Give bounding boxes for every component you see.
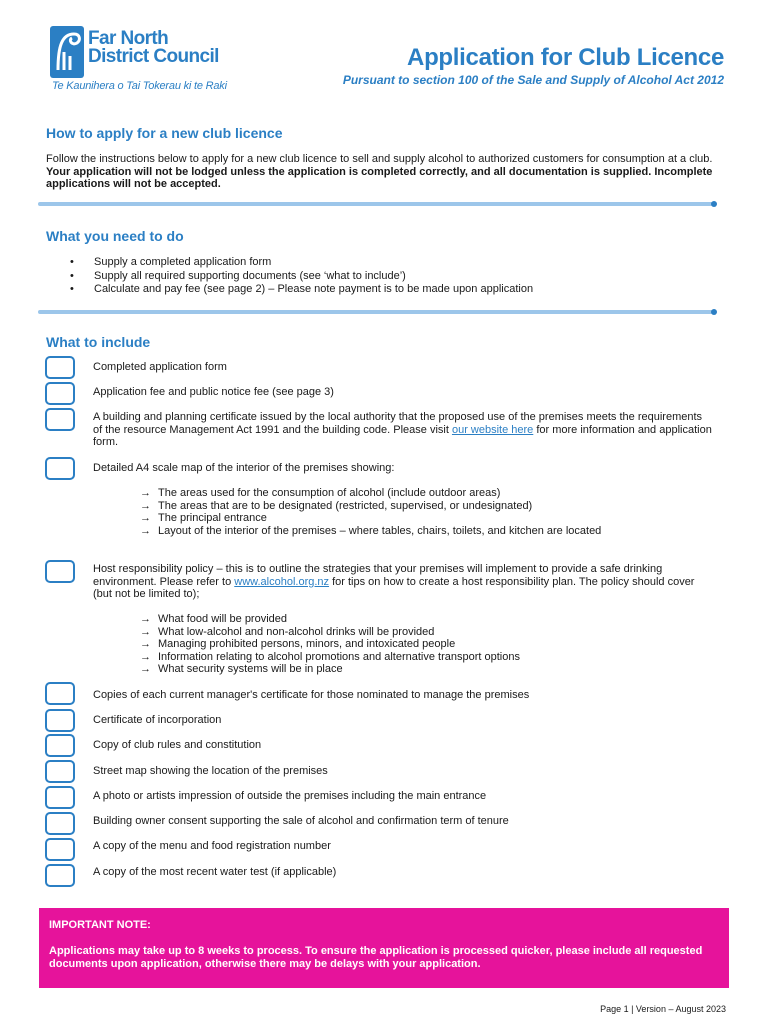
checkbox-menu[interactable] [45, 838, 75, 861]
list-item: → Information relating to alcohol promotions and alternative transport options [140, 650, 520, 663]
council-name [88, 30, 219, 66]
include-item-incorporation: Certificate of incorporation [93, 714, 222, 726]
include-item-manager-certificates: Copies of each current manager's certificate for those nominated to manage the premises [93, 689, 530, 701]
council-name-line1: Far North [88, 28, 169, 49]
alcohol-website-link[interactable]: www.alcohol.org.nz [234, 575, 330, 588]
include-item-owner-consent: Building owner consent supporting the sale of alcohol and confirmation term of tenure [93, 815, 509, 827]
what-to-include-heading: What to include [46, 334, 151, 350]
checkbox-exterior-photo[interactable] [45, 786, 75, 809]
what-you-need-list [70, 256, 533, 297]
list-item: → The areas that are to be designated (restricted, supervised, or undesignated) [140, 499, 533, 512]
list-item: • Calculate and pay fee (see page 2) – Please note payment is to be made upon application [70, 283, 533, 297]
checkbox-interior-map[interactable] [45, 457, 75, 480]
list-item: → What security systems will be in place [140, 663, 343, 675]
map-points-list [140, 487, 700, 537]
website-link[interactable]: our website here [451, 423, 534, 436]
council-logo-icon [50, 26, 84, 78]
checkbox-incorporation[interactable] [45, 709, 75, 732]
include-item-host-policy: Host responsibility policy – this is to outline the strategies that your premises will implement to provide a safe drinking environment. Please refer to www.alcohol.org.nz for tips on how to create a host responsibility plan. The policy should cover (but not be limited to); [93, 563, 695, 600]
important-note-heading: IMPORTANT NOTE: [49, 919, 151, 931]
page-footer: Page 1 | Version – August 2023 [600, 1004, 726, 1014]
include-item-menu: A copy of the menu and food registration number [93, 840, 331, 852]
list-item: → Layout of the interior of the premises – where tables, chairs, toilets, and kitchen are located [140, 524, 602, 537]
council-tagline: Te Kaunihera o Tai Tokerau ki te Raki [52, 80, 227, 92]
checkbox-building-certificate[interactable] [45, 408, 75, 431]
checkbox-street-map[interactable] [45, 760, 75, 783]
list-item: • Supply all required supporting documents (see ‘what to include’) [70, 270, 533, 284]
host-points-list [140, 613, 700, 676]
checkbox-club-rules[interactable] [45, 734, 75, 757]
include-item-water-test: A copy of the most recent water test (if applicable) [93, 866, 337, 878]
list-item: → The areas used for the consumption of alcohol (include outdoor areas) [140, 487, 501, 499]
include-item-form: Completed application form [93, 361, 227, 373]
checkbox-application-fee[interactable] [45, 382, 75, 405]
checkbox-owner-consent[interactable] [45, 812, 75, 835]
include-item-club-rules: Copy of club rules and constitution [93, 739, 262, 751]
include-item-certificate: A building and planning certificate issued by the local authority that the proposed use of the premises meets the requirements of the resource Management Act 1991 and the building code. Please visit our website here for more information and application form. [93, 411, 712, 448]
how-to-apply-text [46, 153, 724, 191]
how-to-apply-heading: How to apply for a new club licence [46, 125, 283, 141]
page-title: Application for Club Licence [407, 44, 724, 71]
section-divider [38, 309, 718, 315]
list-item: • Supply a completed application form [70, 256, 533, 270]
checkbox-manager-certificates[interactable] [45, 682, 75, 705]
important-note-text: Applications may take up to 8 weeks to process. To ensure the application is processed quicker, please include all requested documents upon application, otherwise there may be delays with your application. [49, 944, 703, 970]
list-item: → What food will be provided [140, 613, 288, 625]
list-item: → What low-alcohol and non-alcohol drinks will be provided [140, 625, 435, 638]
how-to-apply-text-normal: Follow the instructions below to apply for a new club licence to sell and supply alcohol to authorized customers for consumption at a club. [46, 153, 713, 165]
section-divider [38, 201, 718, 207]
checkbox-water-test[interactable] [45, 864, 75, 887]
include-item-street-map: Street map showing the location of the premises [93, 765, 328, 777]
page-subtitle: Pursuant to section 100 of the Sale and Supply of Alcohol Act 2012 [342, 73, 724, 87]
include-item-fee: Application fee and public notice fee (see page 3) [93, 386, 334, 398]
list-item: → Managing prohibited persons, minors, and intoxicated people [140, 638, 456, 650]
list-item: → The principal entrance [140, 512, 267, 524]
include-item-map: Detailed A4 scale map of the interior of the premises showing: [93, 462, 395, 474]
include-item-exterior-photo: A photo or artists impression of outside the premises including the main entrance [93, 790, 487, 802]
important-note-box [39, 908, 729, 988]
checkbox-completed-form[interactable] [45, 356, 75, 379]
council-name-line2: District Council [88, 46, 219, 67]
checkbox-host-policy[interactable] [45, 560, 75, 583]
how-to-apply-text-bold: Your application will not be lodged unless the application is completed correctly, and all documentation is supplied. Incomplete applications will not be accepted. [46, 165, 713, 190]
what-you-need-heading: What you need to do [46, 228, 184, 244]
